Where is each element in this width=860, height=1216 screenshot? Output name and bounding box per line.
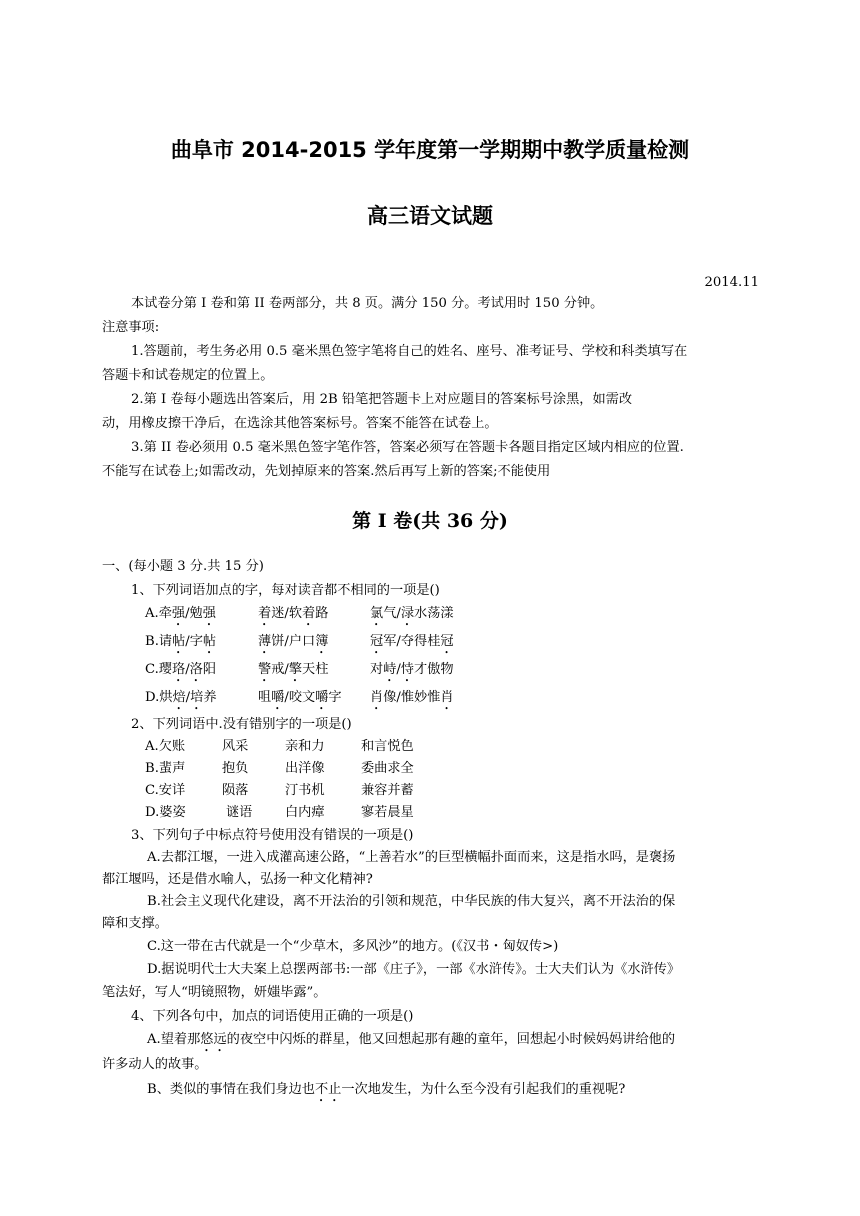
question-4-option-a-cont: 许多动人的故事。 (102, 1057, 208, 1072)
option-cell: 寥若晨星 (361, 805, 414, 820)
option-a-item-2: 着迷/软着路 (258, 606, 329, 621)
intro-line: 本试卷分第 I 卷和第 II 卷两部分，共 8 页。满分 150 分。考试用时 150 分钟。 (131, 296, 604, 311)
option-b-item-1: B.请帖/字帖 (145, 634, 217, 649)
question-3-option-b: B.社会主义现代化建设，离不开法治的引领和规范，中华民族的伟大复兴，离不开法治的保 (147, 894, 676, 909)
notice-item-3: 3.第 II 卷必须用 0.5 毫米黑色签字笔作答，答案必须写在答题卡各题目指定区域内相应的位置. (131, 440, 684, 455)
question-4-option-b: B、类似的事情在我们身边也不止一次地发生，为什么至今没有引起我们的重视呢? (147, 1082, 626, 1097)
option-cell: 谜语 (226, 805, 253, 820)
option-d-item-2: 咀嚼/咬文嚼字 (258, 690, 342, 705)
question-3-option-b-cont: 障和支撑。 (102, 916, 168, 931)
option-cell: 风采 (222, 739, 249, 754)
option-c-item-1: C.璎珞/洛阳 (145, 662, 217, 677)
option-cell: 兼容并蓄 (361, 783, 414, 798)
option-cell: C.安详 (145, 783, 186, 798)
notice-item-3-cont: 不能写在试卷上;如需改动，先划掉原来的答案.然后再写上新的答案;不能使用 (102, 464, 551, 479)
option-cell: 亲和力 (285, 739, 325, 754)
question-3-option-a: A.去都江堰，一进入成灌高速公路，“上善若水”的巨型横幅扑面而来，这是指水吗，是褒扬 (147, 850, 676, 865)
option-cell: 委曲求全 (361, 761, 414, 776)
notice-item-2-cont: 动，用橡皮擦干净后，在选涂其他答案标号。答案不能答在试卷上。 (102, 416, 498, 431)
question-3-stem: 3、下列句子中标点符号使用没有错误的一项是() (131, 828, 414, 843)
option-cell: 汀书机 (285, 783, 325, 798)
option-c-item-2: 警戒/擎天柱 (258, 662, 329, 677)
notice-item-1: 1.答题前，考生务必用 0.5 毫米黑色签字笔将自己的姓名、座号、准考证号、学校和科类填写在 (131, 344, 688, 359)
option-c-item-3: 对峙/恃才傲物 (370, 662, 454, 677)
option-d-item-3: 肖像/惟妙惟肖 (370, 690, 454, 705)
question-2-stem: 2、下列词语中.没有错别字的一项是() (131, 717, 352, 732)
notice-label: 注意事项: (102, 320, 160, 335)
question-1-stem: 1、下列词语加点的字，每对读音都不相同的一项是() (131, 583, 440, 598)
part-label: 一、(每小题 3 分.共 15 分) (102, 559, 264, 574)
question-4-stem: 4、下列各句中，加点的词语使用正确的一项是() (131, 1009, 414, 1024)
question-4-option-a: A.望着那悠远的夜空中闪烁的群星，他又回想起那有趣的童年，回想起小时候妈妈讲给他的 (147, 1032, 676, 1047)
option-cell: B.蜚声 (145, 761, 186, 776)
question-3-option-a-cont: 都江堰吗，还是借水喻人，弘扬一种文化精神? (102, 872, 373, 887)
exam-date: 2014.11 (704, 275, 759, 290)
option-cell: A.欠账 (145, 739, 186, 754)
option-a-item-3: 氯气/渌水荡漾 (370, 606, 454, 621)
question-3-option-c: C.这一带在古代就是一个“少草木，多风沙”的地方。(《汉书・匈奴传>) (147, 939, 559, 954)
notice-item-2: 2.第 I 卷每小题选出答案后，用 2B 铅笔把答题卡上对应题目的答案标号涂黑，如需改 (131, 392, 633, 407)
exam-subtitle: 高三语文试题 (367, 204, 493, 228)
option-b-item-3: 冠军/夺得桂冠 (370, 634, 454, 649)
option-cell: 出洋像 (285, 761, 325, 776)
option-cell: 和言悦色 (361, 739, 414, 754)
question-3-option-d: D.据说明代士大夫案上总摆两部书:一部《庄子》，一部《水浒传》。士大夫们认为《水浒传》 (147, 962, 681, 977)
option-b-item-2: 薄饼/户口簿 (258, 634, 329, 649)
option-cell: 抱负 (222, 761, 249, 776)
option-d-item-1: D.烘焙/培养 (145, 690, 217, 705)
exam-title: 曲阜市 2014-2015 学年度第一学期期中教学质量检测 (170, 138, 690, 162)
option-cell: 白内瘴 (285, 805, 325, 820)
question-3-option-d-cont: 笔法好，写人“明镜照物，妍媸毕露”。 (102, 985, 327, 1000)
notice-item-1-cont: 答题卡和试卷规定的位置上。 (102, 368, 274, 383)
section-heading: 第 I 卷(共 36 分) (352, 510, 508, 532)
option-cell: 陨落 (222, 783, 249, 798)
option-cell: D.婆姿 (145, 805, 186, 820)
option-a-item-1: A.牵强/勉强 (145, 606, 216, 621)
